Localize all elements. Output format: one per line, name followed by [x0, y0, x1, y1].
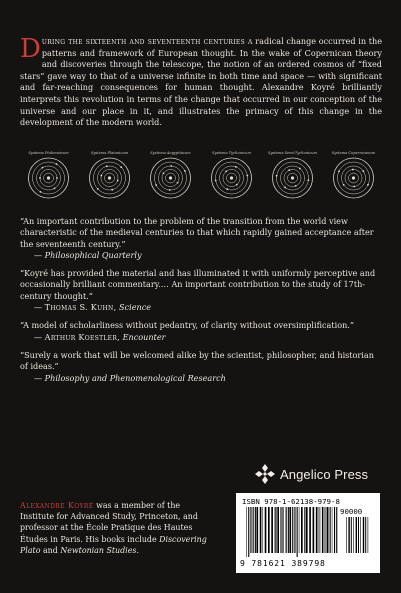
system-diagram: [28, 151, 69, 198]
barcode-bar: [294, 507, 295, 553]
quote-attribution: — Arthur Koestler, Encounter: [34, 331, 166, 342]
barcode-bar: [260, 507, 262, 553]
author-bio: [20, 500, 216, 556]
addon-bar: [346, 517, 347, 553]
cosmological-systems-illustration: [18, 148, 384, 200]
planet-dot: [40, 191, 42, 193]
barcode-bar: [322, 507, 323, 553]
barcode-bar: [334, 507, 335, 553]
barcode-bar: [299, 507, 300, 553]
planet-dot: [120, 166, 122, 168]
diagram-label: Systema Ptolemaicum: [28, 151, 69, 155]
barcode-bar: [304, 507, 305, 553]
review-quote-4: [20, 350, 382, 384]
barcode-bar: [319, 507, 320, 553]
planet-dot: [288, 169, 290, 171]
addon-bar: [360, 517, 361, 553]
planet-dot: [215, 180, 217, 182]
barcode-bar: [288, 507, 289, 553]
price-code: 90000: [340, 507, 363, 516]
barcode-bar: [297, 507, 298, 557]
planet-dot: [117, 180, 119, 182]
diagram-label: Systema Tychonicum: [212, 151, 251, 155]
center-body: [291, 176, 294, 179]
addon-bar: [348, 517, 349, 553]
planet-dot: [163, 172, 165, 174]
barcode-bar: [263, 507, 264, 553]
bio-text: .: [136, 545, 139, 555]
planet-dot: [155, 184, 157, 186]
drop-cap: D: [20, 34, 41, 65]
planet-dot: [246, 175, 248, 177]
quote-source: Encounter: [122, 331, 166, 342]
quote-source: Science: [119, 302, 152, 313]
planet-dot: [225, 170, 227, 172]
planet-dot: [184, 170, 186, 172]
quote-attribution: — Philosophical Quarterly: [34, 249, 142, 260]
planet-dot: [338, 170, 340, 172]
quote-text: “Koyré has provided the material and has illuminated it with uniformly perceptive and occasionally brilliant commentary.… An important contribution to the study of 17th-century thought.”: [20, 268, 376, 301]
barcode-bar: [309, 507, 311, 553]
review-quotes: [20, 216, 382, 391]
planet-dot: [284, 187, 286, 189]
blurb-body: radical change occurred in the patterns and framework of European thought. In the wake of Copernican theory and discoveries through the telescope, the notion of an ordered cosmos of “fixed stars” gave way to that of a universe infinite in both time and space — with significant and far-reaching consequences for human thought. Alexandre Koyré brilliantly interprets this revolution in terms of the change that occurred in our conception of the universe and our place in it, and illustrates the primacy of this change in the development of the modern world.: [20, 36, 382, 128]
center-body: [352, 176, 355, 179]
quote-source: Philosophical Quarterly: [44, 249, 142, 260]
addon-bar: [353, 517, 354, 553]
barcode-bar: [250, 507, 251, 553]
barcode-bar: [255, 507, 256, 553]
planet-dot: [276, 175, 278, 177]
barcode-bar: [271, 507, 273, 553]
addon-bar: [363, 517, 364, 553]
barcode-bar: [336, 507, 337, 553]
center-body: [169, 176, 172, 179]
isbn-label: ISBN 978-1-62138-979-8: [242, 497, 340, 506]
barcode-bar: [292, 507, 293, 553]
planet-dot: [353, 186, 355, 188]
system-diagram: [150, 151, 191, 198]
barcode-bar: [301, 507, 303, 553]
barcode-bar: [253, 507, 254, 553]
barcode-bar: [283, 507, 284, 553]
planet-dot: [100, 175, 102, 177]
planet-dot: [169, 189, 171, 191]
system-diagram: [90, 151, 130, 198]
quote-attribution: — Thomas S. Kuhn, Science: [34, 302, 152, 313]
barcode-bar: [326, 507, 327, 553]
planet-dot: [177, 182, 179, 184]
diagram-label: Systema Copernicanum: [331, 151, 376, 155]
planet-dot: [56, 163, 58, 165]
review-quote-1: [20, 216, 382, 261]
planet-dot: [111, 189, 113, 191]
planet-dot: [236, 184, 238, 186]
quote-text: “A model of scholarliness without pedantry, of clarity without oversimplification.”: [20, 320, 355, 331]
publisher-name: Angelico Press: [280, 466, 369, 482]
barcode-bar: [276, 507, 277, 553]
planet-dot: [362, 170, 364, 172]
quote-source: Philosophy and Phenomenological Research: [44, 372, 226, 383]
barcode-bar: [332, 507, 333, 553]
diagram-label: Systema Platonicum: [90, 151, 129, 155]
barcode-bar: [320, 507, 321, 553]
quote-person: Thomas S. Kuhn,: [44, 302, 117, 313]
barcode-bar: [280, 507, 281, 553]
planet-dot: [97, 188, 99, 190]
bio-text: was a member of the Institute for Advanced Study, Princeton, and professor at the École Pratique des Hautes Études in Paris. His books include: [20, 500, 198, 544]
planet-dot: [54, 187, 56, 189]
author-name: Alexandre Koyré: [20, 500, 94, 510]
barcode-bar: [277, 507, 279, 553]
planet-dot: [56, 177, 58, 179]
barcode-bar: [265, 507, 267, 553]
quote-text: “An important contribution to the problem of the transition from the world view characteristic of the medieval centuries to that which rapidly gained acceptance after the seventeenth century.”: [20, 216, 374, 249]
planet-dot: [106, 165, 108, 167]
barcode-bar: [327, 507, 329, 553]
bio-text: and: [40, 545, 61, 555]
center-body: [47, 176, 50, 179]
publisher-emblem-icon: [254, 463, 276, 485]
system-diagram: [332, 151, 376, 198]
center-body: [108, 176, 111, 179]
planet-dot: [343, 184, 345, 186]
planet-dot: [226, 188, 228, 190]
barcode-bars: [242, 507, 376, 559]
addon-bar: [358, 517, 359, 553]
quote-person: Arthur Koestler,: [44, 331, 121, 342]
cover-blurb: [20, 36, 382, 129]
book-title: Newtonian Studies: [60, 545, 137, 555]
barcode-bar: [282, 507, 283, 553]
quote-text: “Surely a work that will be welcomed alike by the scientist, philosopher, and historian of ideas.”: [20, 349, 374, 372]
barcode-bar: [306, 507, 308, 553]
barcode-bar: [268, 507, 270, 553]
barcode-bar: [325, 507, 326, 553]
blurb-lead: uring the sixteenth and seventeenth centuries a: [41, 36, 253, 47]
barcode-bar: [248, 507, 249, 557]
barcode-bar: [281, 507, 282, 553]
review-quote-2: [20, 268, 382, 313]
planet-dot: [299, 168, 301, 170]
planet-dot: [367, 184, 369, 186]
addon-bar: [351, 517, 352, 553]
isbn-barcode: [236, 493, 380, 573]
book-title: Discovering Plato: [20, 534, 207, 555]
barcode-bar: [313, 507, 315, 553]
addon-bar: [368, 517, 369, 553]
system-diagram: [212, 151, 252, 198]
barcode-bar: [275, 507, 276, 553]
planet-dot: [235, 166, 237, 168]
review-quote-3: [20, 320, 382, 343]
barcode-bar: [316, 507, 318, 553]
barcode-bar: [330, 507, 331, 553]
system-diagram: [268, 151, 318, 198]
diagram-label: Systema Aegyptiacum: [150, 151, 191, 155]
addon-bar: [365, 517, 366, 553]
publisher-logo: [254, 462, 368, 486]
planet-dot: [307, 179, 309, 181]
barcode-bar: [256, 507, 258, 553]
planet-dot: [42, 167, 44, 169]
quote-attribution: — Philosophy and Phenomenological Research: [34, 372, 226, 383]
barcode-bar: [289, 507, 291, 553]
planet-dot: [39, 177, 41, 179]
diagram-label: Systema Semi-Tychonicum: [268, 151, 317, 155]
barcode-digits: 9 781621 389798: [240, 559, 326, 568]
barcode-bar: [324, 507, 325, 553]
planet-dot: [295, 185, 297, 187]
center-body: [230, 176, 233, 179]
barcode-bar: [246, 507, 247, 557]
planet-dot: [170, 165, 172, 167]
barcode-bar: [286, 507, 287, 553]
addon-bar: [356, 517, 357, 553]
planet-dot: [352, 169, 354, 171]
